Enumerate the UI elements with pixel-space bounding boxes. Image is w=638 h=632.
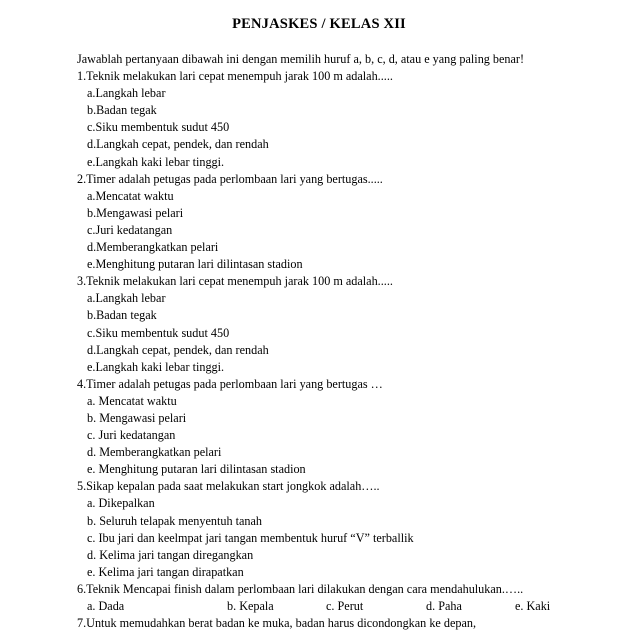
question-4-option-c: c. Juri kedatangan	[87, 428, 176, 443]
question-6-option-b: b. Kepala	[227, 599, 274, 613]
question-5-option-d: d. Kelima jari tangan diregangkan	[87, 547, 254, 562]
question-6-option-d: d. Paha	[426, 599, 462, 613]
question-2-stem: 2.Timer adalah petugas pada perlombaan lari yang bertugas.....	[77, 171, 383, 186]
question-4-option-a: a. Mencatat waktu	[87, 393, 177, 408]
question-2-option-a: a.Mencatat waktu	[87, 188, 174, 203]
question-6-option-e: e. Kaki	[515, 599, 551, 613]
question-2-option-c: c.Juri kedatangan	[87, 222, 173, 237]
question-3-option-a: a.Langkah lebar	[87, 291, 166, 306]
question-list	[77, 51, 577, 632]
question-3-option-b: b.Badan tegak	[87, 308, 157, 323]
question-1-stem: 1.Teknik melakukan lari cepat menempuh jarak 100 m adalah.....	[77, 69, 393, 84]
question-1-option-d: d.Langkah cepat, pendek, dan rendah	[87, 137, 269, 152]
question-1-option-b: b.Badan tegak	[87, 103, 157, 118]
instruction-text: Jawablah pertanyaan dibawah ini dengan memilih huruf a, b, c, d, atau e yang paling benar!	[77, 52, 525, 66]
question-2-option-b: b.Mengawasi pelari	[87, 205, 184, 220]
question-3-option-e: e.Langkah kaki lebar tinggi.	[87, 359, 225, 374]
question-4-stem: 4.Timer adalah petugas pada perlombaan lari yang bertugas …	[77, 376, 383, 391]
document-title: PENJASKES / KELAS XII	[232, 16, 406, 32]
question-5-option-a: a. Dikepalkan	[87, 496, 155, 511]
question-5-stem: 5.Sikap kepalan pada saat melakukan start jongkok adalah…..	[77, 479, 380, 494]
question-6-stem: 6.Teknik Mencapai finish dalam perlombaan lari dilakukan dengan cara mendahulukan.…..	[77, 581, 524, 596]
question-1-option-c: c.Siku membentuk sudut 450	[87, 120, 230, 135]
question-6-options-row	[77, 598, 577, 615]
question-6-option-a: a. Dada	[87, 599, 125, 613]
question-1-option-a: a.Langkah lebar	[87, 86, 166, 101]
question-6-option-c: c. Perut	[326, 599, 364, 613]
question-1-option-e: e.Langkah kaki lebar tinggi.	[87, 154, 225, 169]
question-5-option-c: c. Ibu jari dan keelmpat jari tangan membentuk huruf “V” terballik	[87, 530, 414, 545]
question-4-option-e: e. Menghitung putaran lari dilintasan stadion	[87, 462, 306, 477]
question-5-option-e: e. Kelima jari tangan dirapatkan	[87, 564, 244, 579]
question-7-stem: 7.Untuk memudahkan berat badan ke muka, badan harus dicondongkan ke depan,	[77, 616, 477, 631]
question-2-option-d: d.Memberangkatkan pelari	[87, 240, 219, 255]
question-4-option-b: b. Mengawasi pelari	[87, 410, 187, 425]
question-3-stem: 3.Teknik melakukan lari cepat menempuh jarak 100 m adalah.....	[77, 274, 393, 289]
question-4-option-d: d. Memberangkatkan pelari	[87, 445, 222, 460]
question-3-option-c: c.Siku membentuk sudut 450	[87, 325, 230, 340]
question-3-option-d: d.Langkah cepat, pendek, dan rendah	[87, 342, 269, 357]
question-5-option-b: b. Seluruh telapak menyentuh tanah	[87, 513, 262, 528]
question-2-option-e: e.Menghitung putaran lari dilintasan stadion	[87, 257, 303, 272]
